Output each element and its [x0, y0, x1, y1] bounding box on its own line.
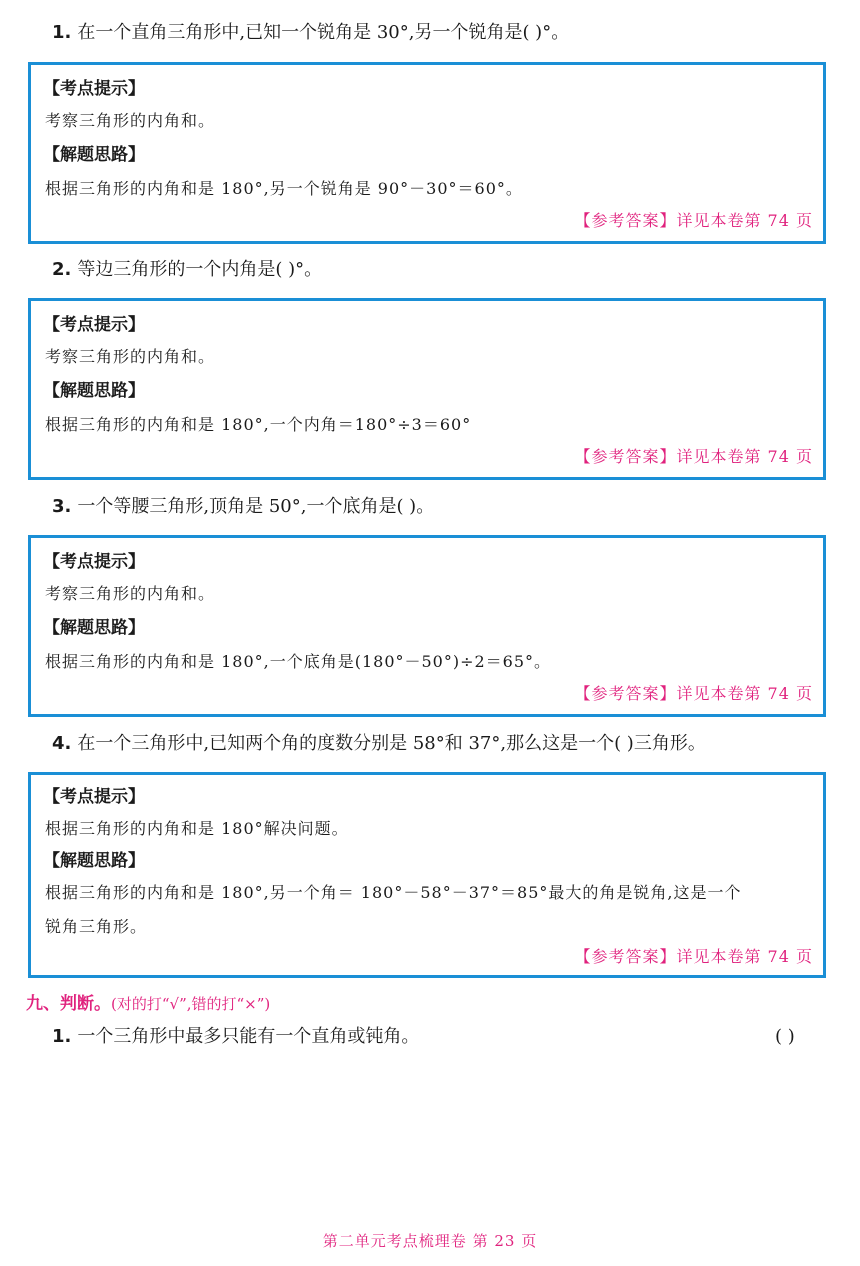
hint-text: 考察三角形的内角和。: [45, 584, 216, 603]
solution-box-2: [28, 298, 826, 480]
question-3: [52, 494, 434, 520]
question-4: [52, 731, 706, 757]
idea-text-line-1: 根据三角形的内角和是 180°,另一个角＝ 180°－58°－37°＝85°最大的角是锐角,这是一个: [45, 883, 742, 902]
question-text: 在一个直角三角形中,已知一个锐角是 30°,另一个锐角是( )°。: [77, 22, 570, 43]
question-number: 3.: [52, 496, 72, 517]
answer-reference: 【参考答案】详见本卷第 74 页: [574, 211, 813, 230]
section-heading: [26, 992, 270, 1016]
idea-heading: 【解题思路】: [43, 381, 145, 401]
idea-text: 根据三角形的内角和是 180°,一个内角＝180°÷3＝60°: [45, 415, 472, 434]
solution-box-4: [28, 772, 826, 978]
question-text: 等边三角形的一个内角是( )°。: [77, 259, 323, 280]
solution-box-3: [28, 535, 826, 717]
idea-text: 根据三角形的内角和是 180°,一个底角是(180°－50°)÷2＝65°。: [45, 652, 552, 671]
question-text: 在一个三角形中,已知两个角的度数分别是 58°和 37°,那么这是一个( )三角形。: [77, 733, 706, 754]
section-note: (对的打“√”,错的打“×”): [111, 995, 271, 1013]
judgment-item-1: [52, 1024, 419, 1050]
hint-heading: 【考点提示】: [43, 79, 145, 99]
idea-text: 根据三角形的内角和是 180°,另一个锐角是 90°－30°＝60°。: [45, 179, 523, 198]
idea-heading: 【解题思路】: [43, 145, 145, 165]
answer-parentheses: ( ): [775, 1026, 795, 1047]
question-1: [52, 20, 569, 46]
hint-heading: 【考点提示】: [43, 315, 145, 335]
idea-heading: 【解题思路】: [43, 618, 145, 638]
solution-box-1: [28, 62, 826, 244]
idea-heading: 【解题思路】: [43, 851, 145, 871]
question-text: 一个等腰三角形,顶角是 50°,一个底角是( )。: [77, 496, 435, 517]
question-number: 1.: [52, 22, 72, 43]
answer-reference: 【参考答案】详见本卷第 74 页: [574, 447, 813, 466]
answer-reference: 【参考答案】详见本卷第 74 页: [574, 947, 813, 966]
idea-text-line-2: 锐角三角形。: [45, 917, 148, 936]
item-number: 1.: [52, 1026, 72, 1047]
question-2: [52, 257, 322, 283]
hint-text: 根据三角形的内角和是 180°解决问题。: [45, 819, 349, 838]
section-title: 九、判断。: [26, 994, 111, 1014]
hint-heading: 【考点提示】: [43, 787, 145, 807]
page-footer: 第二单元考点梳理卷 第 23 页: [322, 1232, 538, 1250]
hint-text: 考察三角形的内角和。: [45, 347, 216, 366]
hint-heading: 【考点提示】: [43, 552, 145, 572]
answer-reference: 【参考答案】详见本卷第 74 页: [574, 684, 813, 703]
hint-text: 考察三角形的内角和。: [45, 111, 216, 130]
item-text: 一个三角形中最多只能有一个直角或钝角。: [77, 1026, 420, 1047]
question-number: 2.: [52, 259, 72, 280]
question-number: 4.: [52, 733, 72, 754]
